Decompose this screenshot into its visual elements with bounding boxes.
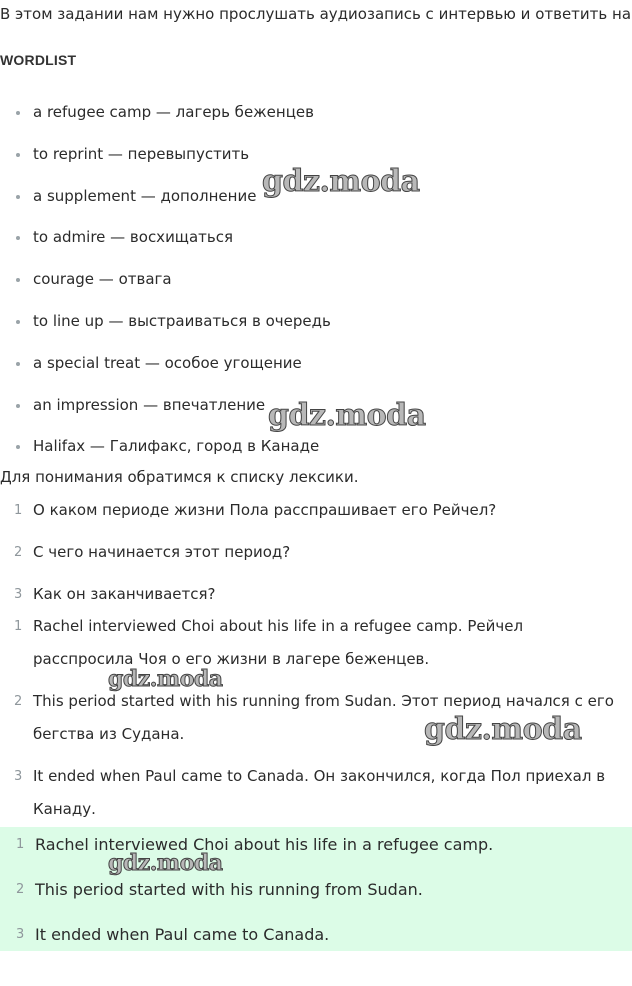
bullet-dot (16, 445, 20, 449)
list-item: a special treat — особое угощение (0, 347, 632, 389)
question-item: 3 Как он заканчивается? (14, 584, 216, 603)
questions-list (0, 494, 632, 619)
list-item: a supplement — дополнение (0, 180, 632, 222)
answer-item: 2 This period started with his running from Sudan. Этот период начался с его бегства из Судана. (14, 692, 614, 743)
list-item: to line up — выстраиваться в очередь (0, 305, 632, 347)
wordlist-heading: WORDLIST (0, 52, 77, 68)
list-item: an impression — впечатление (0, 389, 632, 431)
bullet-dot (16, 195, 20, 199)
watermark: gdz.moda (268, 398, 426, 433)
final-answer-item: 1 Rachel interviewed Choi about his life in a refugee camp. (16, 835, 494, 854)
bullet-dot (16, 404, 20, 408)
vocabulary-note: Для понимания обратимся к списку лексики. (0, 468, 359, 486)
bullet-dot (16, 153, 20, 157)
bullet-dot (16, 111, 20, 115)
question-item: 2 С чего начинается этот период? (14, 542, 291, 561)
bullet-dot (16, 278, 20, 282)
watermark: gdz.moda (262, 164, 420, 199)
bullet-dot (16, 236, 20, 240)
final-answers-list (0, 828, 632, 963)
answer-item: 1 Rachel interviewed Choi about his life in a refugee camp. Рейчел расспросила Чоя о его жизни в лагере беженцев. (14, 617, 524, 668)
list-item: Halifax — Галифакс, город в Канаде (0, 430, 632, 472)
list-item: courage — отвага (0, 263, 632, 305)
watermark: gdz.moda (108, 666, 223, 692)
final-answer-item: 3 It ended when Paul came to Canada. (16, 925, 330, 944)
answer-item: 3 It ended when Paul came to Canada. Он закончился, когда Пол приехал в Канаду. (14, 767, 606, 818)
list-item: to admire — восхищаться (0, 221, 632, 263)
list-item: to reprint — перевыпустить (0, 138, 632, 180)
final-answer-item: 2 This period started with his running from Sudan. (16, 880, 423, 899)
watermark: gdz.moda (108, 850, 223, 876)
bullet-dot (16, 362, 20, 366)
intro-text: В этом задании нам нужно прослушать аудиозапись с интервью и ответить на (0, 5, 632, 23)
watermark: gdz.moda (424, 712, 582, 747)
question-item: 1 О каком периоде жизни Пола расспрашивает его Рейчел? (14, 501, 497, 519)
bullet-dot (16, 320, 20, 324)
list-item: a refugee camp — лагерь беженцев (0, 96, 632, 138)
